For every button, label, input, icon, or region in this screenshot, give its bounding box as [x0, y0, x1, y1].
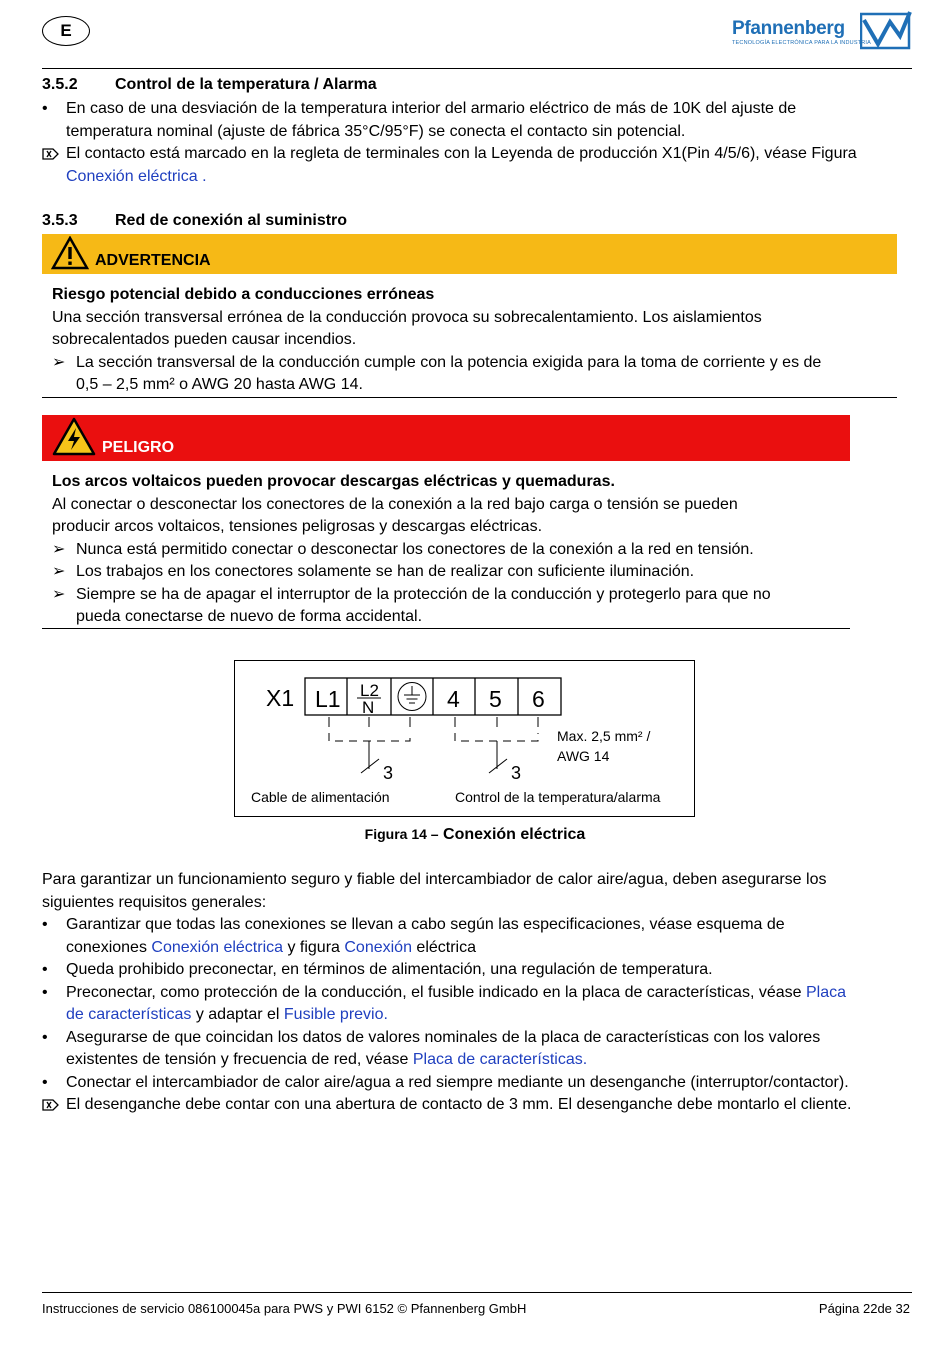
link-conexion[interactable]: Conexión: [344, 938, 412, 956]
terminal-4: 4: [447, 686, 460, 712]
text-line: Queda prohibido preconectar, en términos de alimentación, una regulación de temperatura.: [66, 961, 713, 978]
text-line: siguientes requisitos generales:: [42, 893, 267, 911]
list-item: [52, 584, 862, 629]
list-item: [42, 959, 917, 982]
ground-icon: [398, 683, 426, 711]
bullet: •: [42, 961, 48, 978]
list-item: [42, 1072, 917, 1095]
pointing-hand-icon: [42, 143, 62, 165]
figure-caption: [0, 826, 950, 844]
link-de-caracteristicas[interactable]: de características: [66, 1006, 192, 1023]
note-item: [42, 143, 912, 188]
temp-control-label: Control de la temperatura/alarma: [455, 789, 661, 805]
text-fragment: eléctrica: [411, 938, 477, 956]
logo-name: Pfannenberg: [732, 18, 845, 39]
warning-banner: [42, 234, 897, 274]
text-line: Nunca está permitido conectar o desconectar los conectores de la conexión a la red en tensión.: [76, 540, 754, 558]
section-heading-3-5-2: [42, 76, 377, 94]
alarm-cable-lines: [455, 717, 538, 773]
link-placa[interactable]: Placa: [805, 983, 847, 1001]
warning-triangle-icon: [51, 236, 89, 270]
wiring-diagram-svg: [235, 661, 693, 815]
company-logo: [732, 8, 912, 52]
list-item: [52, 352, 897, 397]
power-cable-label: Cable de alimentación: [251, 789, 390, 805]
text-line: Conectar el intercambiador de calor aire/agua a red siempre mediante un desenganche (interruptor/contactor).: [66, 1073, 849, 1091]
danger-body: [52, 471, 862, 629]
header-rule: [42, 68, 912, 69]
section-heading-3-5-3: [42, 212, 347, 230]
bullet: •: [42, 1073, 48, 1091]
danger-rule: [42, 628, 850, 629]
text-line: 0,5 – 2,5 mm² o AWG 20 hasta AWG 14.: [76, 376, 363, 393]
pfannenberg-logo-icon: [860, 10, 912, 50]
requirements-section: [42, 869, 917, 1117]
note-item: [42, 1094, 917, 1117]
terminal-l1: L1: [315, 686, 341, 712]
cable-count-alarm: 3: [511, 763, 522, 783]
text-line: La sección transversal de la conducción cumple con la potencia exigida para la toma de corriente y es de: [76, 353, 822, 371]
terminal-n: N: [362, 698, 375, 717]
text-line: Asegurarse de que coincidan los datos de valores nominales de la placa de características con los valores: [66, 1028, 821, 1046]
text-line: sobrecalentados pueden causar incendios.: [52, 331, 357, 348]
arrow-bullet: ➢: [52, 540, 66, 558]
list-item: [52, 539, 862, 562]
text-line: pueda conectarse de nuevo de forma accidental.: [76, 608, 423, 625]
arrow-bullet: ➢: [52, 563, 66, 580]
text-line: Una sección transversal errónea de la conducción provoca su sobrecalentamiento. Los aislamientos: [52, 308, 762, 326]
text-line: El contacto está marcado en la regleta de terminales con la Leyenda de producción X1(Pin 4/5/6), véase Figura: [66, 145, 857, 162]
max-spec-line2: AWG 14: [557, 748, 610, 764]
section-title: Control de la temperatura / Alarma: [115, 76, 377, 93]
bullet: •: [42, 100, 48, 117]
list-item: [42, 98, 912, 143]
text-fragment: Preconectar, como protección de la conducción, el fusible indicado en la placa de características, véase: [66, 983, 806, 1001]
danger-banner: [42, 415, 850, 461]
text-line: temperatura nominal (ajuste de fábrica 35°C/95°F) se conecta el contacto sin potencial.: [66, 122, 686, 140]
link-conexion-electrica[interactable]: Conexión eléctrica .: [66, 167, 207, 185]
bullet: •: [42, 983, 48, 1001]
text-line: Para garantizar un funcionamiento seguro y fiable del intercambiador de calor aire/agua, deben asegurarse los: [42, 871, 827, 888]
list-item: [42, 982, 917, 1027]
power-cable-lines: [329, 717, 410, 773]
warning-title: Riesgo potencial debido a conducciones erróneas: [52, 286, 435, 303]
danger-title: Los arcos voltaicos pueden provocar descargas eléctricas y quemaduras.: [52, 473, 615, 490]
arrow-bullet: ➢: [52, 585, 66, 603]
text-fragment: y figura: [283, 938, 345, 956]
list-item: [42, 914, 917, 959]
section-3-5-2-body: [42, 98, 912, 188]
text-line: producir arcos voltaicos, tensiones peligrosas y descargas eléctricas.: [52, 518, 543, 535]
terminal-label: X1: [266, 685, 295, 711]
text-fragment: existentes de tensión y frecuencia de red, véase: [66, 1051, 413, 1068]
electric-hazard-icon: [52, 417, 96, 457]
list-item: [52, 561, 862, 584]
warning-rule: [42, 397, 897, 398]
text-line: Los trabajos en los conectores solamente se han de realizar con suficiente iluminación.: [76, 563, 695, 580]
max-spec-line1: Max. 2,5 mm² /: [557, 728, 651, 744]
bullet: •: [42, 1028, 48, 1046]
text-fragment: y adaptar el: [191, 1006, 284, 1023]
link-fusible-previo[interactable]: Fusible previo.: [283, 1006, 388, 1023]
terminal-6: 6: [532, 686, 545, 712]
warning-label: ADVERTENCIA: [95, 252, 211, 269]
text-line: El desenganche debe contar con una abertura de contacto de 3 mm. El desenganche debe montarlo el cliente.: [66, 1096, 852, 1113]
figure-title: Conexión eléctrica: [443, 826, 586, 843]
danger-label: PELIGRO: [102, 439, 175, 456]
figure-prefix: Figura 14 –: [364, 826, 439, 842]
text-line: Garantizar que todas las conexiones se llevan a cabo según las especificaciones, véase esquema de: [66, 916, 785, 933]
text-line: Al conectar o desconectar los conectores de la conexión a la red bajo carga o tensión se pueden: [52, 495, 738, 513]
text-line: Siempre se ha de apagar el interruptor de la protección de la conducción y protegerlo para que no: [76, 585, 771, 603]
cable-count-power: 3: [383, 763, 394, 783]
section-number: 3.5.2: [42, 76, 78, 93]
logo-tagline: TECNOLOGÍA ELECTRÓNICA PARA LA INDUSTRIA: [732, 40, 872, 46]
terminal-5: 5: [489, 686, 502, 712]
link-conexion-electrica[interactable]: Conexión eléctrica: [151, 938, 284, 956]
text-line: En caso de una desviación de la temperatura interior del armario eléctrico de más de 10K del ajuste de: [66, 100, 797, 117]
footer-rule: [42, 1292, 912, 1293]
pointing-hand-icon: [42, 1094, 62, 1116]
footer-left: Instrucciones de servicio 086100045a para PWS y PWI 6152 © Pfannenberg GmbH: [42, 1301, 527, 1316]
section-title: Red de conexión al suministro: [115, 212, 348, 229]
wiring-diagram: [234, 660, 695, 817]
footer-page-number: Página 22de 32: [818, 1301, 910, 1316]
text-fragment: conexiones: [66, 938, 152, 956]
warning-body: [52, 284, 897, 397]
section-number: 3.5.3: [42, 212, 78, 229]
arrow-bullet: ➢: [52, 353, 66, 371]
link-placa-de-caracteristicas[interactable]: Placa de características.: [412, 1051, 588, 1068]
list-item: [42, 1027, 917, 1072]
bullet: •: [42, 916, 48, 933]
terminal-l2: L2: [360, 681, 379, 700]
language-badge: E: [42, 16, 90, 46]
